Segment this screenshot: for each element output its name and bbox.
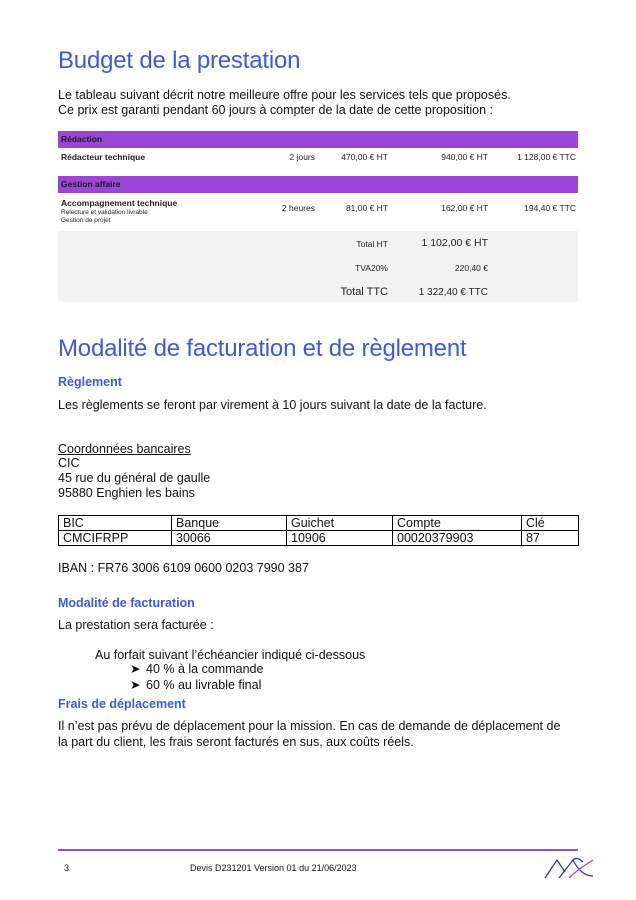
frais-heading: Frais de déplacement [58, 697, 186, 711]
arrow-bullet-icon: ➤ [130, 662, 141, 676]
bank-header-guichet: Guichet [287, 516, 393, 531]
bank-street: 45 rue du général de gaulle [58, 471, 211, 485]
schedule-item [130, 661, 263, 677]
bank-value-bic: CMCIFRPP [59, 531, 172, 546]
item-label: Accompagnement technique [61, 198, 178, 208]
frais-line-2: la part du client, les frais seront facturés en sus, aux coûts réels. [58, 735, 414, 749]
reglement-text: Les règlements se feront par virement à 10 jours suivant la date de la facture. [58, 398, 487, 412]
budget-title: Budget de la prestation [58, 47, 301, 74]
footer-rule [58, 849, 578, 851]
bank-value-guichet: 10906 [287, 531, 393, 546]
bank-name: CIC [58, 456, 80, 470]
bank-details-table [58, 515, 579, 546]
total-ht-label: Total HT [356, 239, 388, 249]
tva-label: TVA20% [355, 263, 388, 273]
item-unit-price: 81,00 € HT [345, 203, 388, 213]
item-total-ht: 162,00 € HT [441, 203, 488, 213]
totals-block [58, 231, 578, 302]
budget-intro-line-2: Ce prix est garanti pendant 60 jours à compter de la date de cette proposition : [58, 103, 493, 117]
item-total-ht: 940,00 € HT [441, 152, 488, 162]
item-sub-1: Relecture et validation livrable [61, 209, 148, 216]
billing-title: Modalité de facturation et de règlement [58, 335, 467, 362]
bank-city: 95880 Enghien les bains [58, 486, 195, 500]
item-qty: 2 heures [281, 203, 315, 213]
iban-text: IBAN : FR76 3006 6109 0600 0203 7990 387 [58, 561, 309, 575]
frais-line-1: Il n’est pas prévu de déplacement pour la mission. En cas de demande de déplacement de [58, 719, 561, 733]
item-total-ttc: 1 128,00 € TTC [517, 152, 576, 162]
company-logo-icon [543, 856, 595, 880]
bank-heading: Coordonnées bancaires [58, 442, 191, 456]
schedule-item-text: 60 % au livrable final [146, 678, 262, 692]
bank-value-cle: 87 [522, 531, 579, 546]
item-sub-2: Gestion de projet [61, 217, 111, 224]
category-bar-gestion: Gestion affaire [58, 176, 578, 193]
total-ttc-label: Total TTC [340, 286, 388, 298]
bank-header-cle: Clé [522, 516, 579, 531]
document-reference: Devis D231201 Version 01 du 21/06/2023 [190, 863, 357, 873]
price-row-redaction [58, 148, 578, 168]
tva-value: 220,40 € [454, 263, 488, 273]
item-unit-price: 470,00 € HT [341, 152, 388, 162]
bank-value-compte: 00020379903 [393, 531, 522, 546]
total-ht-value: 1 102,00 € HT [421, 237, 488, 249]
schedule-item-text: 40 % à la commande [146, 662, 264, 676]
bank-table-header-row [59, 516, 579, 531]
reglement-heading: Règlement [58, 375, 122, 389]
price-table [58, 131, 578, 302]
schedule-item [130, 677, 261, 693]
bank-header-bic: BIC [59, 516, 172, 531]
price-row-accompagnement [58, 193, 578, 231]
total-ttc-value: 1 322,40 € TTC [418, 287, 488, 298]
bank-table-value-row [59, 531, 579, 546]
category-bar-redaction: Rédaction [58, 131, 578, 148]
facturation-heading: Modalité de facturation [58, 596, 195, 610]
budget-intro-line-1: Le tableau suivant décrit notre meilleure offre pour les services tels que proposés. [58, 88, 511, 102]
facturation-text: La prestation sera facturée : [58, 618, 214, 632]
schedule-intro: Au forfait suivant l’échéancier indiqué ci-dessous [95, 648, 366, 662]
arrow-bullet-icon: ➤ [130, 678, 141, 692]
item-qty: 2 jours [289, 152, 315, 162]
bank-value-banque: 30066 [172, 531, 287, 546]
bank-header-compte: Compte [393, 516, 522, 531]
item-label: Rédacteur technique [61, 152, 146, 162]
bank-header-banque: Banque [172, 516, 287, 531]
item-total-ttc: 194,40 € TTC [524, 203, 576, 213]
page-number: 3 [64, 863, 70, 873]
